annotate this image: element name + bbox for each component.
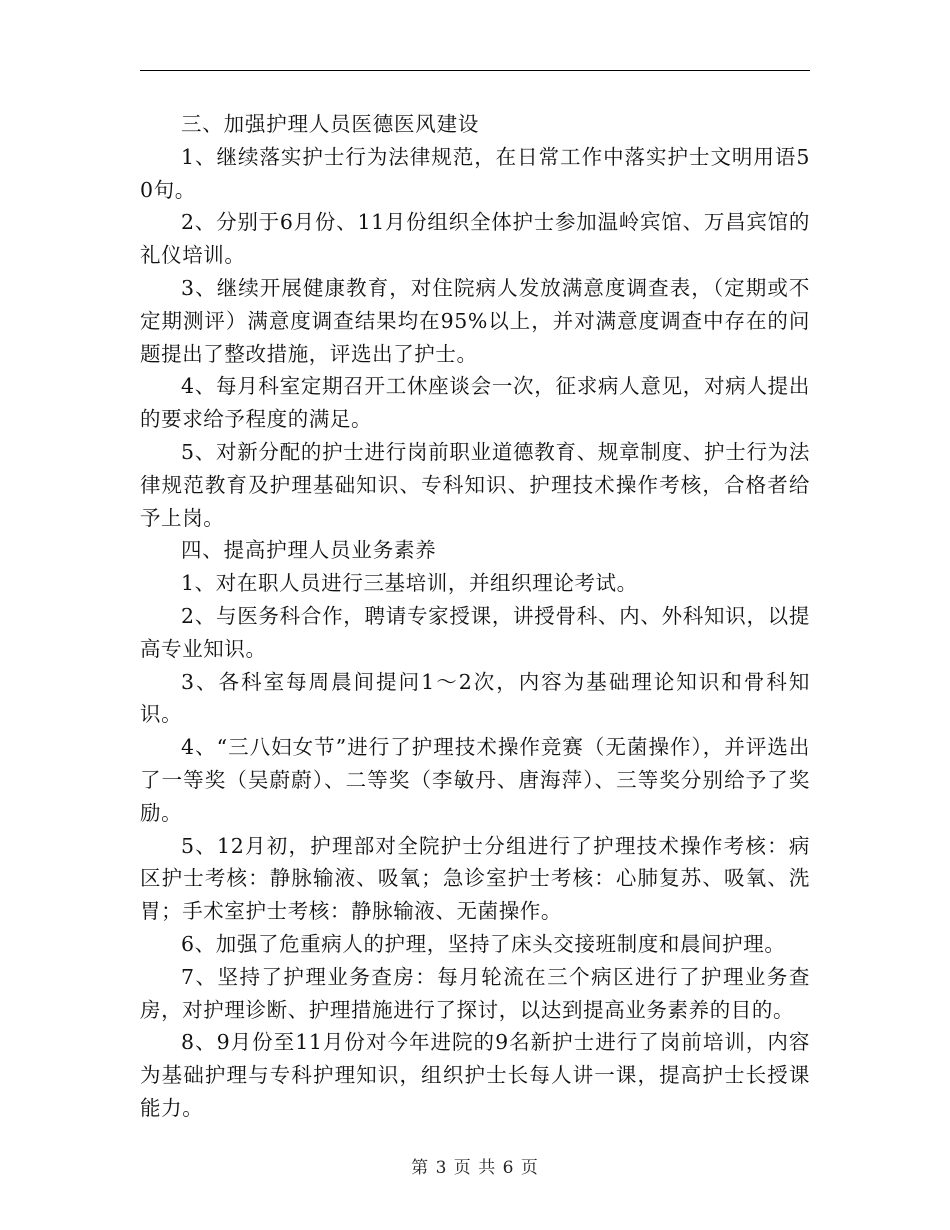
paragraph-4-6: 6、加强了危重病人的护理，坚持了床头交接班制度和晨间护理。: [181, 931, 786, 956]
paragraph-4-4: 4、“三八妇女节”进行了护理技术操作竞赛（无菌操作），并评选出了一等奖（吴蔚蔚）、二等奖（李敏丹、唐海萍）、三等奖分别给予了奖励。: [140, 735, 810, 825]
paragraph-4-5: 5、12月初，护理部对全院护士分组进行了护理技术操作考核：病区护士考核：静脉输液、吸氧；急诊室护士考核：心肺复苏、吸氧、洗胃；手术室护士考核：静脉输液、无菌操作。: [140, 833, 810, 924]
paragraph-3-5: 5、对新分配的护士进行岗前职业道德教育、规章制度、护士行为法律规范教育及护理基础知识、专科知识、护理技术操作考核，合格者给予上岗。: [140, 439, 810, 530]
paragraph-4-2: 2、与医务科合作，聘请专家授课，讲授骨科、内、外科知识，以提高专业知识。: [140, 603, 810, 661]
paragraph-4-7: 7、坚持了护理业务查房：每月轮流在三个病区进行了护理业务查房，对护理诊断、护理措施进行了探讨，以达到提高业务素养的目的。: [140, 964, 810, 1022]
paragraph-3-2: 2、分别于6月份、11月份组织全体护士参加温岭宾馆、万昌宾馆的礼仪培训。: [140, 210, 810, 268]
paragraph-4-1: 1、对在职人员进行三基培训，并组织理论考试。: [181, 571, 638, 596]
section-heading-3: 三、加强护理人员医德医风建设: [181, 112, 480, 136]
paragraph-3-4: 4、每月科室定期召开工休座谈会一次，征求病人意见，对病人提出的要求给予程度的满足。: [140, 374, 810, 432]
header-rule: [140, 70, 810, 71]
paragraph-3-1: 1、继续落实护士行为法律规范，在日常工作中落实护士文明用语50句。: [140, 144, 810, 202]
section-heading-4: 四、提高护理人员业务素养: [181, 538, 437, 563]
paragraph-4-3: 3、各科室每周晨间提问1～2次，内容为基础理论知识和骨科知识。: [140, 669, 810, 727]
page-number-footer: 第 3 页 共 6 页: [411, 1158, 539, 1178]
paragraph-3-3: 3、继续开展健康教育，对住院病人发放满意度调查表，（定期或不定期测评）满意度调查结果均在95%以上，并对满意度调查中存在的问题提出了整改措施，评选出了护士。: [140, 275, 810, 366]
paragraph-4-8: 8、9月份至11月份对今年进院的9名新护士进行了岗前培训，内容为基础护理与专科护理知识，组织护士长每人讲一课，提高护士长授课能力。: [140, 1030, 810, 1120]
document-body: [140, 108, 810, 1125]
